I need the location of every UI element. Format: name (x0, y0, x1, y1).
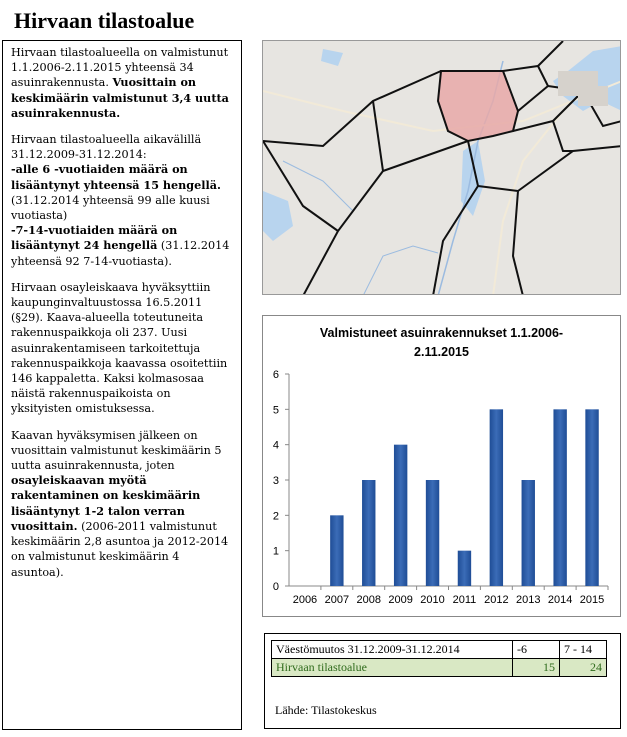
paragraph-construction (11, 45, 235, 121)
y-tick-label: 4 (272, 439, 279, 452)
source-note: Lähde: Tilastokeskus (275, 703, 377, 717)
area-map (262, 40, 621, 295)
population-table (271, 640, 607, 677)
x-tick-label: 2011 (452, 594, 477, 606)
paragraph-zoning: Hirvaan osayleiskaava hyväksyttiin kaupunginvaltuustossa 16.5.2011 (§29). Kaava-alueella toteutuneita rakennuspaikkoja oli 237. Uusi asuinrakentamiseen tarkoitettuja rakennuspaikkoja kaavassa osoitettiin 146 kappaletta. Kaksi kolmasosaa näistä rakennuspaikoista on yksityisten omistuksessa. (11, 280, 228, 416)
x-tick-label: 2010 (420, 594, 445, 606)
bar-2011 (458, 551, 471, 586)
chart-container (262, 315, 621, 617)
chart-title-line2: 2.11.2015 (414, 345, 469, 359)
info-text-box (2, 40, 242, 730)
p2-intro: Hirvaan tilastoalueella aikavälillä 31.12.2009-31.12.2014: (11, 133, 202, 162)
chart-title-line1: Valmistuneet asuinrakennukset 1.1.2006- (319, 326, 564, 340)
bar-2015 (585, 409, 598, 586)
page-title: Hirvaan tilastoalue (14, 8, 195, 33)
paragraph-conclusion (11, 428, 235, 580)
x-tick-label: 2012 (484, 594, 509, 606)
bar-2007 (330, 515, 343, 586)
p4-text-c: (2006-2011 valmistunut keskimäärin 2,8 asuntoa ja 2012-2014 on valmistunut keskimäärin 4 asuntoa). (11, 519, 229, 579)
bar-2008 (362, 480, 375, 586)
p1-bold-text: Vuosittain on keskimäärin valmistunut 3,4 uutta asuinrakennusta. (11, 75, 229, 120)
bar-chart (263, 316, 620, 616)
x-tick-label: 2013 (516, 594, 541, 606)
table-row-label: Hirvaan tilastoalue (272, 659, 513, 677)
bar-2014 (553, 409, 566, 586)
bar-2013 (522, 480, 535, 586)
table-header-under6: -6 (513, 641, 560, 659)
p4-bold: osayleiskaavan myötä rakentaminen on keskimäärin lisääntynyt 1-2 talon verran vuosittain. (11, 473, 201, 533)
x-tick-label: 2014 (547, 594, 573, 606)
y-tick-label: 5 (272, 404, 279, 417)
x-tick-label: 2015 (579, 594, 605, 606)
p2-under6-change: -alle 6 -vuotiaiden määrä on lisääntynyt yhteensä 15 hengellä. (11, 162, 221, 192)
p2-7-14-total: (31.12.2014 yhteensä 92 7-14-vuotiasta). (11, 239, 230, 268)
x-tick-label: 2008 (356, 594, 381, 606)
table-header-7-14: 7 - 14 (560, 641, 607, 659)
population-table-box (264, 633, 621, 729)
bar-2009 (394, 445, 407, 586)
y-tick-label: 1 (272, 545, 279, 558)
paragraph-population (11, 132, 235, 269)
map-image (263, 41, 621, 295)
y-tick-label: 6 (272, 369, 279, 381)
y-tick-label: 2 (272, 510, 279, 523)
x-tick-label: 2009 (388, 594, 413, 606)
p2-under6-total: (31.12.2014 yhteensä 99 alle kuusi vuotiasta) (11, 193, 210, 223)
x-tick-label: 2006 (292, 594, 318, 606)
table-header-row (272, 641, 607, 659)
bar-2012 (490, 409, 503, 586)
x-tick-label: 2007 (324, 594, 350, 606)
p1-text: Hirvaan tilastoalueella on valmistunut 1.1.2006-2.11.2015 yhteensä 34 asuinrakennusta. (11, 46, 229, 90)
table-header-label: Väestömuutos 31.12.2009-31.12.2014 (272, 641, 513, 659)
y-tick-label: 0 (272, 581, 279, 593)
bar-2010 (426, 480, 439, 586)
table-cell-under6: 15 (513, 659, 560, 677)
y-tick-label: 3 (272, 475, 279, 487)
p2-7-14-change: -7-14-vuotiaiden määrä on lisääntynyt 24 hengellä (11, 223, 178, 253)
p4-text-a: Kaavan hyväksymisen jälkeen on vuosittain valmistunut keskimäärin 5 uutta asuinrakennusta, joten (11, 428, 222, 473)
table-cell-7-14: 24 (560, 659, 607, 677)
table-row (272, 659, 607, 677)
